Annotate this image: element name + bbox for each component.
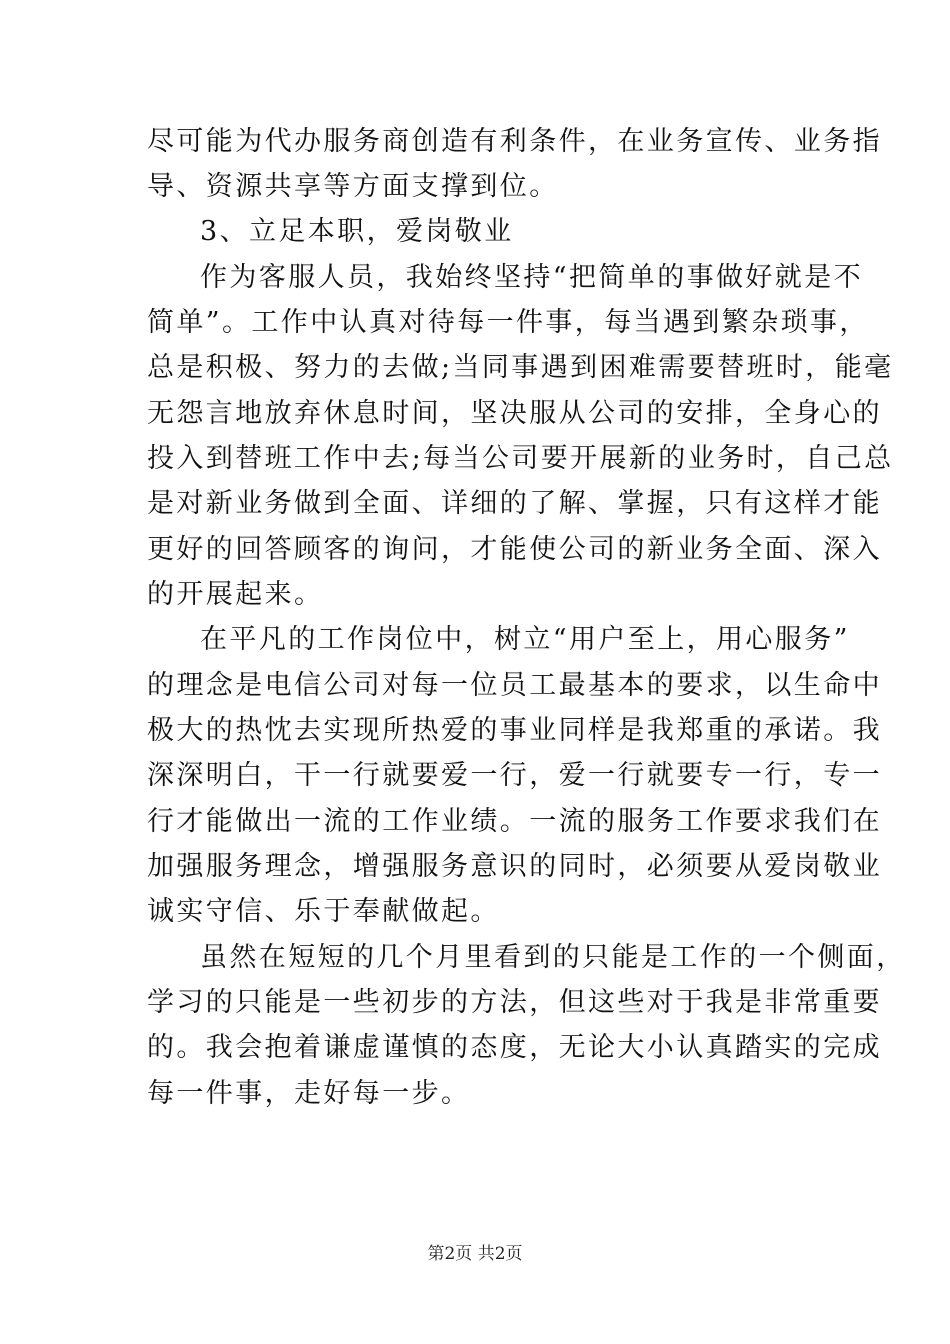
- body-text-line: 虽然在短短的几个月里看到的只能是工作的一个侧面，: [200, 942, 906, 973]
- body-text-line: 深深明白，干一行就要爱一行，爱一行就要专一行，专一: [147, 760, 882, 791]
- body-text-line: 每一件事，走好每一步。: [147, 1078, 471, 1109]
- body-text-line: 导、资源共享等方面支撑到位。: [147, 171, 559, 202]
- body-text-line: 作为客服人员，我始终坚持“把简单的事做好就是不: [200, 262, 864, 293]
- body-text-line: 在平凡的工作岗位中，树立“用户至上，用心服务”: [200, 624, 850, 655]
- page-number-footer: 第2页 共2页: [427, 1244, 523, 1264]
- body-text-line: 行才能做出一流的工作业绩。一流的服务工作要求我们在: [147, 806, 882, 837]
- body-text-line: 加强服务理念，增强服务意识的同时，必须要从爱岗敬业: [147, 851, 882, 882]
- body-text-line: 的理念是电信公司对每一位员工最基本的要求，以生命中: [147, 670, 882, 701]
- body-text-line: 尽可能为代办服务商创造有利条件，在业务宣传、业务指: [147, 126, 882, 157]
- body-text-line: 更好的回答顾客的询问，才能使公司的新业务全面、深入: [147, 534, 882, 565]
- body-text-line: 的。我会抱着谦虚谨慎的态度，无论大小认真踏实的完成: [147, 1032, 882, 1063]
- body-text-line: 的开展起来。: [147, 579, 324, 610]
- body-text-line: 投入到替班工作中去;每当公司要开展新的业务时，自己总: [147, 443, 894, 474]
- body-text-line: 诚实守信、乐于奉献做起。: [147, 896, 500, 927]
- body-text-line: 极大的热忱去实现所热爱的事业同样是我郑重的承诺。我: [147, 715, 882, 746]
- body-text-line: 简单”。工作中认真对待每一件事，每当遇到繁杂琐事，: [147, 307, 869, 338]
- body-text-line: 总是积极、努力的去做;当同事遇到困难需要替班时，能毫: [147, 352, 894, 383]
- body-text-line: 无怨言地放弃休息时间，坚决服从公司的安排，全身心的: [147, 398, 882, 429]
- body-text-line: 学习的只能是一些初步的方法，但这些对于我是非常重要: [147, 987, 882, 1018]
- body-text-line: 是对新业务做到全面、详细的了解、掌握，只有这样才能: [147, 488, 882, 519]
- section-heading: 3、立足本职，爱岗敬业: [200, 216, 514, 247]
